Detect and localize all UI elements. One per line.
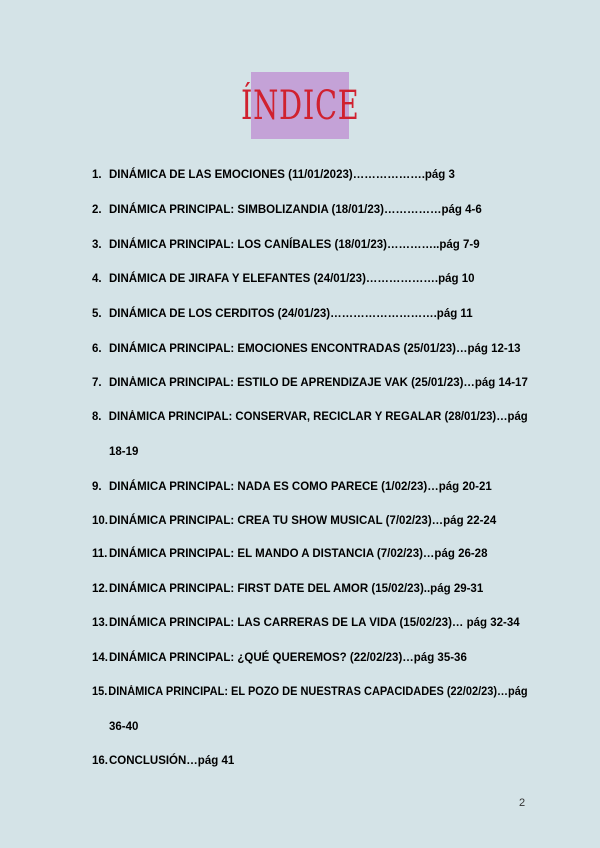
toc-entry-number: 15. bbox=[92, 686, 108, 698]
toc-entry-text: DINÁMICA PRINCIPAL: EMOCIONES ENCONTRADAS (25/01/23)…pág 12-13 bbox=[109, 343, 521, 355]
toc-entry-continuation: 18-19 bbox=[109, 446, 139, 458]
toc-entry-number: 16. bbox=[92, 755, 108, 767]
toc-entry[interactable] bbox=[92, 548, 487, 560]
toc-entry[interactable] bbox=[92, 481, 492, 493]
page-number: 2 bbox=[519, 797, 526, 809]
toc-entry-number: 13. bbox=[92, 617, 108, 629]
toc-entry-text: DINÁMICA PRINCIPAL: ¿QUÉ QUEREMOS? (22/02/23)…pág 35-36 bbox=[109, 652, 467, 664]
toc-entry-number: 8. bbox=[92, 411, 102, 423]
toc-entry[interactable] bbox=[92, 239, 480, 251]
toc-entry-number: 5. bbox=[92, 308, 102, 320]
toc-entry[interactable] bbox=[92, 515, 496, 527]
toc-entry-number: 10. bbox=[92, 515, 108, 527]
toc-entry-number: 3. bbox=[92, 239, 102, 251]
toc-entry-text: DINÁMICA DE LOS CERDITOS (24/01/23)……………………….pág 11 bbox=[109, 308, 473, 320]
toc-entry-text: DINÁMICA PRINCIPAL: NADA ES COMO PARECE (1/02/23)…pág 20-21 bbox=[109, 481, 492, 493]
toc-entry-text: DINÁMICA PRINCIPAL: LOS CANÍBALES (18/01/23)…………..pág 7-9 bbox=[109, 239, 480, 251]
toc-entry-text: DINÁMICA PRINCIPAL: SIMBOLIZANDIA (18/01/23)……………pág 4-6 bbox=[109, 204, 482, 216]
toc-entry-text: DINÁMICA DE LAS EMOCIONES (11/01/2023)……………….pág 3 bbox=[109, 169, 455, 181]
toc-entry-number: 12. bbox=[92, 583, 108, 595]
toc-entry[interactable] bbox=[92, 204, 482, 216]
toc-entry-continuation: 36-40 bbox=[109, 721, 139, 733]
toc-entry[interactable] bbox=[92, 411, 528, 423]
toc-entry[interactable] bbox=[92, 755, 234, 767]
toc-entry-text: DINÁMICA PRINCIPAL: ESTILO DE APRENDIZAJE VAK (25/01/23)…pág 14-17 bbox=[108, 377, 528, 389]
toc-entry-text: DINÁMICA PRINCIPAL: LAS CARRERAS DE LA VIDA (15/02/23)… pág 32-34 bbox=[109, 617, 520, 629]
toc-entry-number: 6. bbox=[92, 343, 102, 355]
toc-entry[interactable] bbox=[92, 308, 473, 320]
toc-entry-text: DINÁMICA PRINCIPAL: FIRST DATE DEL AMOR (15/02/23)..pág 29-31 bbox=[109, 583, 484, 595]
toc-entry-text: DINÁMICA PRINCIPAL: CONSERVAR, RECICLAR Y REGALAR (28/01/23)…pág bbox=[108, 411, 528, 423]
toc-entry-number: 2. bbox=[92, 204, 102, 216]
toc-entry-text: DINÁMICA DE JIRAFA Y ELEFANTES (24/01/23)……………….pág 10 bbox=[109, 273, 475, 285]
toc-entry[interactable] bbox=[92, 273, 475, 285]
toc-entry[interactable] bbox=[92, 652, 467, 664]
toc-entry-number: 9. bbox=[92, 481, 102, 493]
toc-entry-number: 4. bbox=[92, 273, 102, 285]
toc-entry-number: 1. bbox=[92, 169, 102, 181]
page-title: ÍNDICE bbox=[240, 82, 360, 129]
toc-entry-number: 7. bbox=[92, 377, 102, 389]
toc-entry-number: 14. bbox=[92, 652, 108, 664]
toc-entry[interactable] bbox=[92, 169, 455, 181]
toc-entry[interactable] bbox=[92, 377, 528, 389]
toc-entry[interactable] bbox=[92, 617, 520, 629]
toc-entry-text: CONCLUSIÓN…pág 41 bbox=[109, 755, 235, 767]
toc-entry[interactable] bbox=[92, 343, 521, 355]
toc-entry-text: DINÁMICA PRINCIPAL: EL POZO DE NUESTRAS CAPACIDADES (22/02/23)…pág bbox=[108, 686, 528, 698]
toc-entry-text: DINÁMICA PRINCIPAL: EL MANDO A DISTANCIA (7/02/23)…pág 26-28 bbox=[109, 548, 488, 560]
toc-entry[interactable] bbox=[92, 686, 528, 698]
toc-entry-text: DINÁMICA PRINCIPAL: CREA TU SHOW MUSICAL (7/02/23)…pág 22-24 bbox=[109, 515, 497, 527]
toc-entry[interactable] bbox=[92, 583, 483, 595]
toc-entry-number: 11. bbox=[92, 548, 108, 560]
